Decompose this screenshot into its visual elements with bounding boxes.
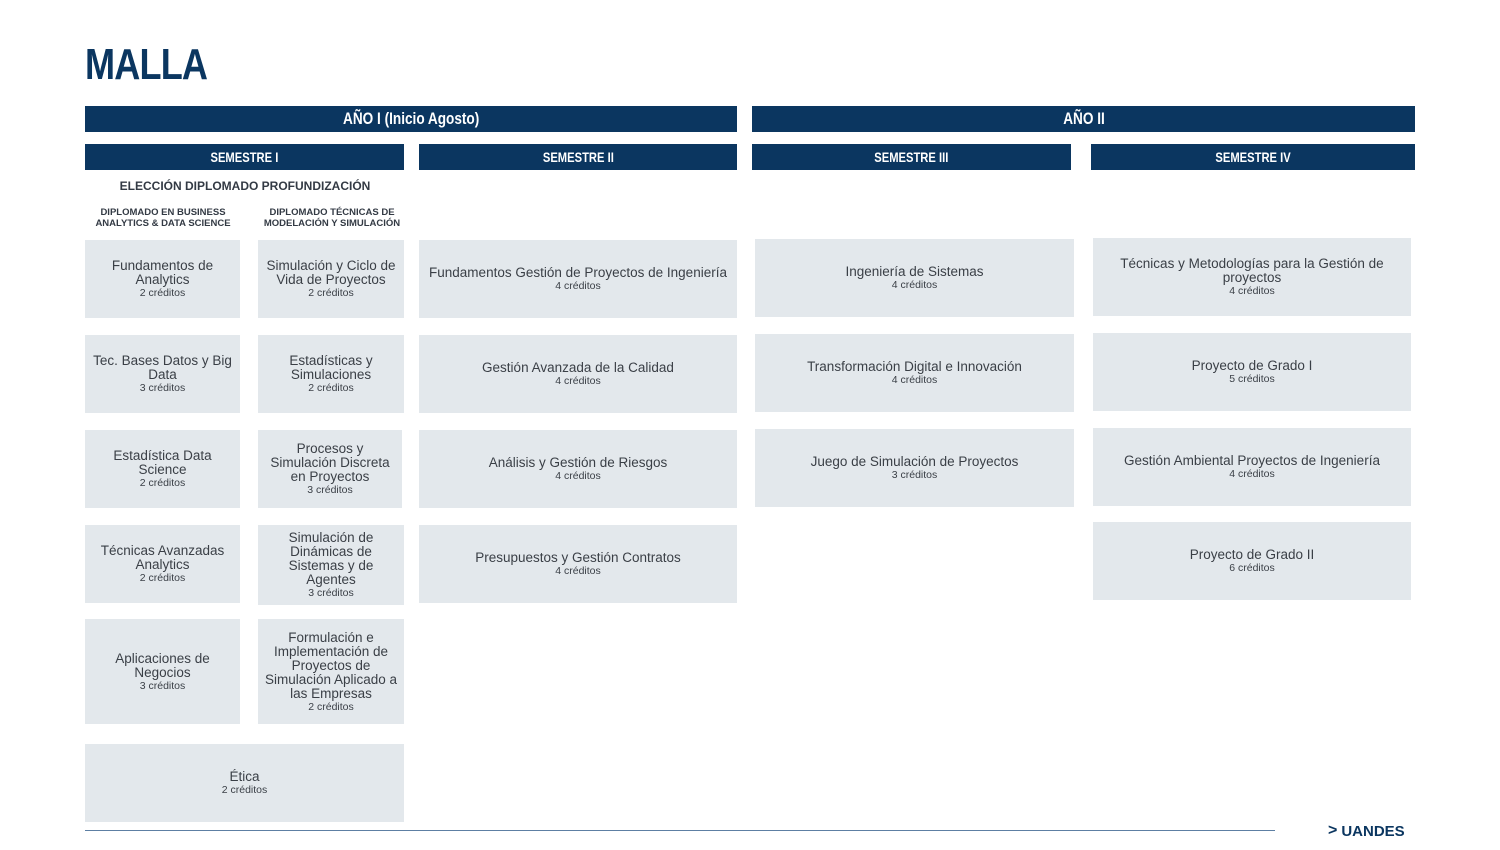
course-name: Formulación e Implementación de Proyectos de Simulación Aplicado a las Empresas — [264, 629, 398, 701]
course-name: Ética — [229, 769, 260, 784]
course-card — [85, 240, 240, 318]
course-card — [755, 239, 1074, 317]
course-card — [419, 430, 737, 508]
course-credits: 3 créditos — [307, 484, 353, 496]
course-card — [85, 430, 240, 508]
course-card — [1093, 333, 1411, 411]
course-credits: 4 créditos — [891, 374, 938, 386]
year-2-header — [752, 106, 1415, 132]
course-name: Técnicas Avanzadas Analytics — [100, 543, 225, 572]
course-card — [258, 240, 404, 318]
semester-3-label: SEMESTRE III — [874, 149, 949, 165]
course-credits: 4 créditos — [1229, 468, 1275, 480]
course-card — [85, 744, 404, 822]
course-credits: 2 créditos — [139, 287, 186, 299]
course-card — [258, 525, 404, 605]
course-credits: 4 créditos — [555, 470, 601, 482]
course-credits: 3 créditos — [891, 469, 938, 481]
diploma-modelacion-simulacion: DIPLOMADO TÉCNICAS DE MODELACIÓN Y SIMULACIÓN — [263, 207, 401, 229]
course-card — [755, 334, 1074, 412]
course-credits: 2 créditos — [221, 784, 268, 796]
page-title: MALLA — [85, 40, 208, 89]
course-credits: 2 créditos — [139, 572, 186, 584]
semester-4-label: SEMESTRE IV — [1215, 149, 1291, 165]
course-card — [85, 335, 240, 413]
year-1-header — [85, 106, 737, 132]
semester-1-header — [85, 144, 404, 170]
course-name: Presupuestos y Gestión Contratos — [475, 550, 681, 565]
course-credits: 4 créditos — [555, 375, 601, 387]
footer-divider — [85, 830, 1275, 831]
course-name: Fundamentos Gestión de Proyectos de Ingeniería — [429, 265, 727, 280]
diploma-business-analytics: DIPLOMADO EN BUSINESS ANALYTICS & DATA SCIENCE — [95, 207, 231, 229]
course-card — [1093, 238, 1411, 316]
semester-2-header — [419, 144, 737, 170]
course-credits: 4 créditos — [1229, 285, 1275, 297]
course-name: Transformación Digital e Innovación — [807, 359, 1022, 374]
course-card — [258, 335, 404, 413]
course-card — [755, 429, 1074, 507]
course-name: Proyecto de Grado II — [1189, 547, 1315, 562]
semester-1-label: SEMESTRE I — [210, 149, 279, 165]
chevron-right-icon: > — [1328, 822, 1338, 839]
course-name: Técnicas y Metodologías para la Gestión de proyectos — [1120, 256, 1384, 285]
course-name: Estadística Data Science — [113, 448, 212, 477]
course-credits: 2 créditos — [308, 382, 354, 394]
course-credits: 4 créditos — [891, 279, 938, 291]
year-2-label: AÑO II — [1062, 109, 1105, 128]
course-card — [419, 525, 737, 603]
course-card — [1093, 522, 1411, 600]
semester-4-header — [1091, 144, 1415, 170]
course-name: Tec. Bases Datos y Big Data — [93, 353, 232, 382]
course-credits: 4 créditos — [555, 280, 601, 292]
course-credits: 2 créditos — [308, 287, 354, 299]
course-name: Ingeniería de Sistemas — [845, 264, 984, 279]
year-1-label: AÑO I (Inicio Agosto) — [342, 109, 480, 128]
course-card — [258, 430, 402, 508]
course-card — [85, 619, 240, 724]
course-credits: 2 créditos — [139, 477, 186, 489]
course-credits: 6 créditos — [1229, 562, 1275, 574]
course-name: Análisis y Gestión de Riesgos — [488, 455, 668, 470]
uandes-logo — [1328, 822, 1405, 840]
course-credits: 4 créditos — [555, 565, 601, 577]
course-name: Simulación de Dinámicas de Sistemas y de Agentes — [288, 530, 374, 587]
course-credits: 3 créditos — [139, 382, 186, 394]
course-name: Estadísticas y Simulaciones — [289, 353, 373, 382]
course-credits: 2 créditos — [308, 700, 354, 713]
course-name: Gestión Avanzada de la Calidad — [482, 360, 674, 375]
course-card — [419, 240, 737, 318]
course-credits: 5 créditos — [1229, 373, 1275, 385]
course-card — [1093, 428, 1411, 506]
course-name: Gestión Ambiental Proyectos de Ingeniería — [1124, 453, 1380, 468]
course-name: Simulación y Ciclo de Vida de Proyectos — [266, 258, 396, 287]
course-credits: 3 créditos — [308, 587, 354, 599]
logo-text: UANDES — [1341, 822, 1405, 840]
course-card — [419, 335, 737, 413]
course-credits: 3 créditos — [139, 679, 186, 692]
course-name: Aplicaciones de Negocios — [115, 650, 210, 680]
election-title: ELECCIÓN DIPLOMADO PROFUNDIZACIÓN — [119, 179, 371, 193]
course-card — [85, 525, 240, 603]
course-name: Proyecto de Grado I — [1191, 358, 1313, 373]
semester-2-label: SEMESTRE II — [542, 149, 614, 165]
course-card — [258, 619, 404, 724]
course-name: Fundamentos de Analytics — [111, 258, 214, 287]
course-name: Juego de Simulación de Proyectos — [810, 454, 1019, 469]
course-name: Procesos y Simulación Discreta en Proyectos — [270, 441, 390, 484]
semester-3-header — [752, 144, 1071, 170]
